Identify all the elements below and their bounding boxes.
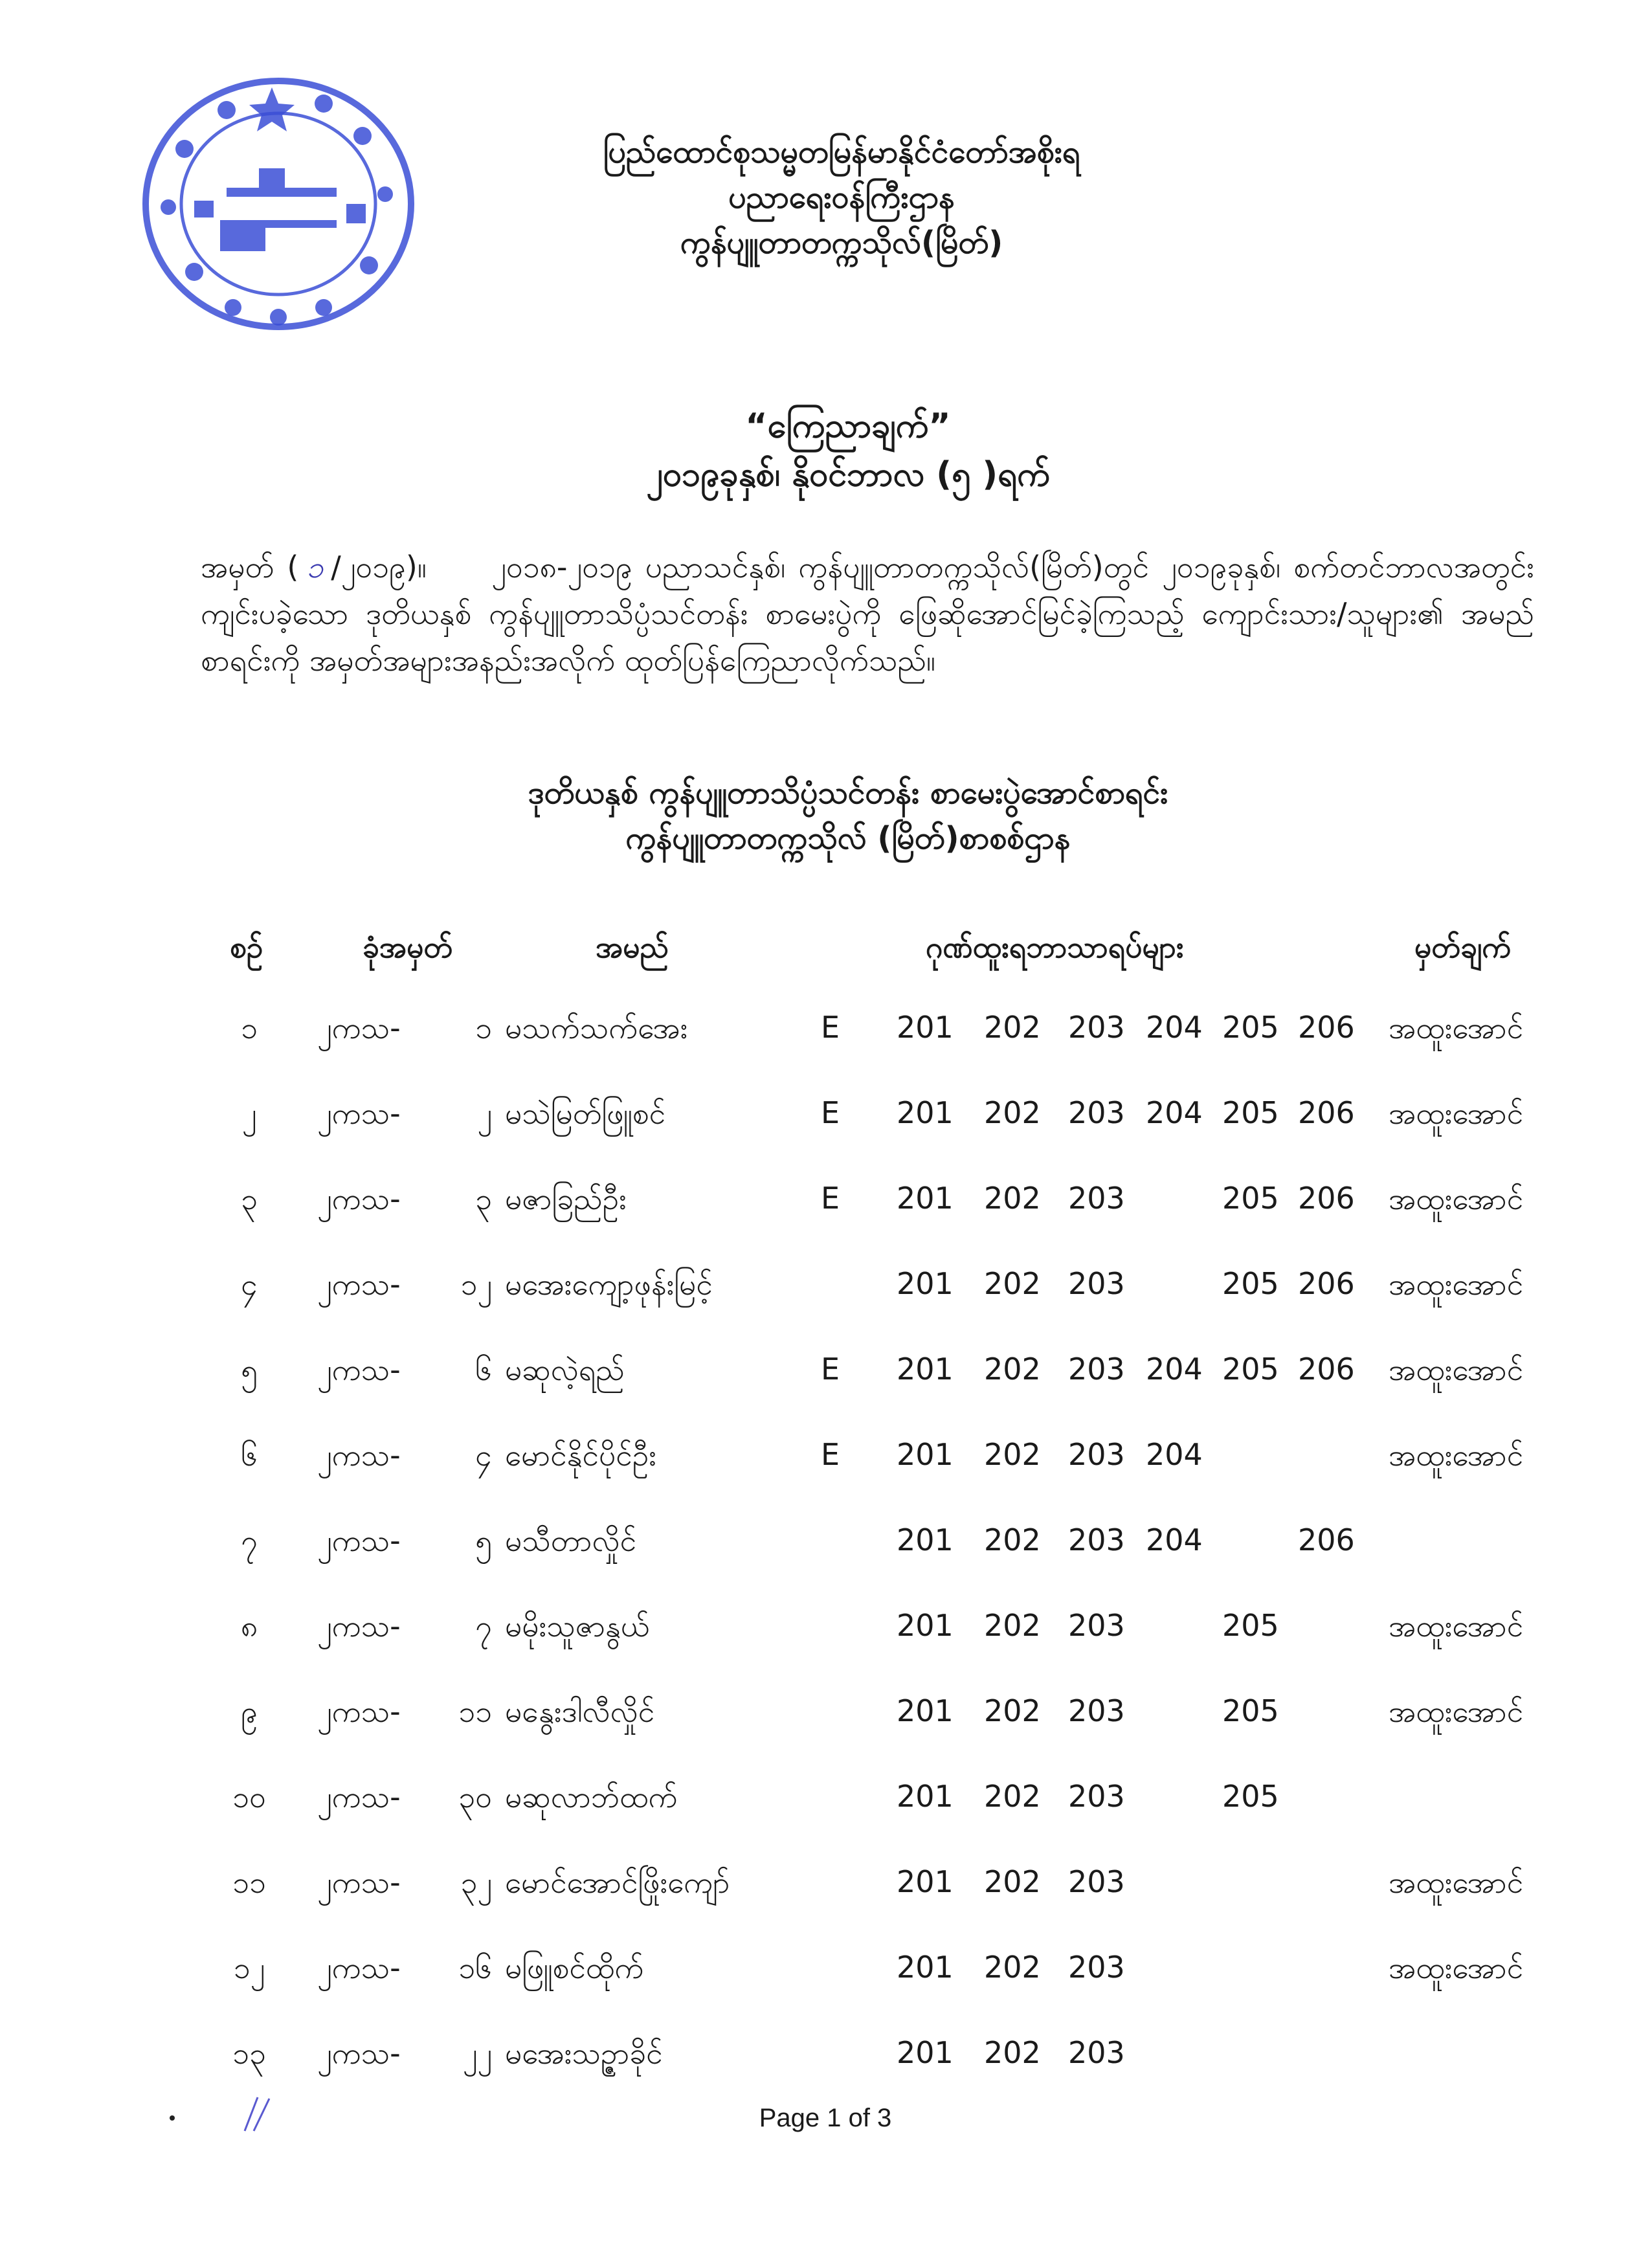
student-name: မအေးသဉ္ဇာခိုင်	[505, 2036, 663, 2071]
reference-number-handwritten: ၁	[306, 550, 324, 585]
subject-203: 203	[1068, 1437, 1125, 1472]
roll-number: ၁	[475, 1010, 492, 1045]
remark: အထူးအောင်	[1389, 1438, 1524, 1473]
subject-204: 204	[1146, 1352, 1203, 1387]
subject-202: 202	[984, 1266, 1041, 1301]
subject-204: 204	[1146, 1010, 1203, 1045]
subject-202: 202	[984, 2035, 1041, 2070]
subject-205: 205	[1222, 1010, 1279, 1045]
header-serial-no: စဉ်	[230, 930, 263, 964]
table-row	[0, 1437, 1652, 1495]
remark: အထူးအောင်	[1389, 1950, 1524, 1985]
subject-203: 203	[1068, 1522, 1125, 1557]
subject-204: 204	[1146, 1437, 1203, 1472]
english-distinction: E	[821, 1095, 840, 1130]
serial-no: ၁	[241, 1010, 258, 1045]
subject-203: 203	[1068, 1864, 1125, 1899]
subject-203: 203	[1068, 1608, 1125, 1643]
subject-202: 202	[984, 1437, 1041, 1472]
student-name: မအေးကျော့ဖုန်းမြင့်	[505, 1267, 713, 1302]
serial-no: ၁၂	[233, 1950, 265, 1985]
roll-number: ၆	[475, 1352, 492, 1387]
handwritten-check-mark	[240, 2091, 278, 2136]
header-distinctions: ဂုဏ်ထူးရဘာသာရပ်များ	[926, 930, 1184, 964]
roll-prefix: ၂ကသ-	[317, 1523, 401, 1558]
roll-prefix: ၂ကသ-	[317, 2036, 401, 2071]
table-row	[0, 1779, 1652, 1837]
government-header: ပြည်ထောင်စုသမ္မတမြန်မာနိုင်ငံတော်အစိုးရ	[603, 134, 1080, 170]
table-row	[0, 1352, 1652, 1410]
subject-206: 206	[1298, 1095, 1355, 1130]
student-name: မမိုးသူဇာနွယ်	[505, 1609, 650, 1644]
roll-number: ၄	[475, 1438, 492, 1473]
ministry-header: ပညာရေးဝန်ကြီးဌာန	[728, 179, 955, 216]
subject-205: 205	[1222, 1779, 1279, 1814]
roll-number: ၁၆	[458, 1950, 492, 1985]
announcement-text: ၂၀၁၈-၂၀၁၉ ပညာသင်နှစ်၊ ကွန်ပျူတာတက္ကသိုလ်(မြိတ်)တွင် ၂၀၁၉ခုနှစ်၊ စက်တင်ဘာလအတွင်း ကျင်းပခဲ့သော ဒုတိယနှစ် ကွန်ပျူတာသိပ္ပံသင်တန်း စာမေးပွဲကို ဖြေဆိုအောင်မြင်ခဲ့ကြသည့် ကျောင်းသား/သူများ၏ အမည်စာရင်းကို အမှတ်အများအနည်းအလိုက် ထုတ်ပြန်ကြေညာလိုက်သည်။	[201, 550, 1534, 678]
subject-202: 202	[984, 1608, 1041, 1643]
student-name: မဆုလာဘ်ထက်	[505, 1779, 678, 1814]
serial-no: ၁၁	[232, 1865, 266, 1900]
subject-202: 202	[984, 1095, 1041, 1130]
announcement-body	[201, 544, 1534, 684]
roll-prefix: ၂ကသ-	[317, 1694, 401, 1729]
subject-201: 201	[897, 1095, 954, 1130]
official-seal-stamp	[123, 58, 440, 350]
remark: အထူးအောင်	[1389, 1267, 1524, 1302]
announcement-title: “ကြေညာချက်”	[745, 407, 951, 445]
roll-prefix: ၂ကသ-	[317, 1609, 401, 1644]
roll-prefix: ၂ကသ-	[317, 1779, 401, 1814]
student-name: မသက်သက်အေး	[505, 1010, 688, 1045]
roll-number: ၁၂	[460, 1267, 492, 1302]
remark: အထူးအောင်	[1389, 1352, 1524, 1387]
subject-202: 202	[984, 1522, 1041, 1557]
serial-no: ၈	[240, 1609, 258, 1644]
subject-201: 201	[897, 1608, 954, 1643]
subject-203: 203	[1068, 2035, 1125, 2070]
subject-201: 201	[897, 1352, 954, 1387]
subject-202: 202	[984, 1950, 1041, 1985]
page-number: Page 1 of 3	[759, 2104, 892, 2132]
subject-203: 203	[1068, 1010, 1125, 1045]
roll-number: ၂၂	[462, 2036, 492, 2071]
student-name: မဖြူစင်ထိုက်	[505, 1950, 644, 1985]
subject-203: 203	[1068, 1779, 1125, 1814]
subject-201: 201	[897, 1437, 954, 1472]
roll-prefix: ၂ကသ-	[317, 1352, 401, 1387]
student-name: မဆုလဲ့ရည်	[505, 1352, 625, 1387]
subject-202: 202	[984, 1181, 1041, 1216]
header-name: အမည်	[596, 930, 669, 964]
student-name: မောင်အောင်ဖြိုးကျော်	[505, 1865, 730, 1900]
subject-203: 203	[1068, 1693, 1125, 1728]
roll-number: ၅	[475, 1523, 492, 1558]
subject-205: 205	[1222, 1693, 1279, 1728]
subject-201: 201	[897, 1693, 954, 1728]
subject-203: 203	[1068, 1266, 1125, 1301]
serial-no: ၂	[241, 1096, 257, 1131]
subject-201: 201	[897, 1522, 954, 1557]
header-roll-no: ခုံအမှတ်	[363, 930, 453, 964]
header-remark: မှတ်ချက်	[1414, 930, 1512, 964]
roll-prefix: ၂ကသ-	[317, 1181, 401, 1216]
roll-prefix: ၂ကသ-	[317, 1267, 401, 1302]
subject-202: 202	[984, 1864, 1041, 1899]
subject-201: 201	[897, 1266, 954, 1301]
roll-prefix: ၂ကသ-	[317, 1865, 401, 1900]
subject-201: 201	[897, 1864, 954, 1899]
subject-201: 201	[897, 1010, 954, 1045]
subject-203: 203	[1068, 1181, 1125, 1216]
table-row	[0, 2035, 1652, 2093]
table-row	[0, 1266, 1652, 1324]
announcement-date: ၂၀၁၉ခုနှစ်၊ နိုဝင်ဘာလ (၅ )ရက်	[646, 455, 1050, 494]
reference-prefix: အမှတ် (	[201, 550, 299, 585]
table-row	[0, 1608, 1652, 1666]
roll-number: ၃၀	[458, 1779, 492, 1814]
subject-206: 206	[1298, 1010, 1355, 1045]
roll-number: ၃	[475, 1181, 492, 1216]
student-name: မဇာခြည်ဦး	[505, 1181, 627, 1216]
subject-205: 205	[1222, 1095, 1279, 1130]
english-distinction: E	[821, 1010, 840, 1045]
subject-204: 204	[1146, 1095, 1203, 1130]
roll-number: ၇	[475, 1609, 492, 1644]
university-header: ကွန်ပျူတာတက္ကသိုလ်(မြိတ်)	[680, 225, 1003, 261]
serial-no: ၄	[241, 1267, 258, 1302]
serial-no: ၆	[241, 1438, 258, 1473]
subject-201: 201	[897, 1181, 954, 1216]
table-row	[0, 1950, 1652, 2008]
serial-no: ၁၀	[232, 1779, 266, 1814]
serial-no: ၅	[241, 1352, 258, 1387]
serial-no: ၇	[241, 1523, 258, 1558]
roll-prefix: ၂ကသ-	[317, 1950, 401, 1985]
serial-no: ၁၃	[232, 2036, 266, 2071]
subject-201: 201	[897, 1779, 954, 1814]
table-row	[0, 1693, 1652, 1752]
remark: အထူးအောင်	[1389, 1694, 1524, 1729]
subject-206: 206	[1298, 1352, 1355, 1387]
table-row	[0, 1522, 1652, 1581]
subject-202: 202	[984, 1352, 1041, 1387]
list-department: ကွန်ပျူတာတက္ကသိုလ် (မြိတ်)စာစစ်ဌာန	[625, 820, 1071, 856]
subject-203: 203	[1068, 1950, 1125, 1985]
student-name: မသဲမြတ်ဖြူစင်	[505, 1096, 666, 1131]
subject-202: 202	[984, 1010, 1041, 1045]
subject-206: 206	[1298, 1266, 1355, 1301]
subject-205: 205	[1222, 1352, 1279, 1387]
roll-number: ၃၂	[460, 1865, 492, 1900]
serial-no: ၃	[241, 1181, 258, 1216]
list-title: ဒုတိယနှစ် ကွန်ပျူတာသိပ္ပံသင်တန်း စာမေးပွဲအောင်စာရင်း	[528, 775, 1168, 811]
english-distinction: E	[821, 1181, 840, 1216]
table-row	[0, 1095, 1652, 1154]
subject-203: 203	[1068, 1095, 1125, 1130]
subject-201: 201	[897, 2035, 954, 2070]
subject-202: 202	[984, 1693, 1041, 1728]
table-row	[0, 1181, 1652, 1239]
student-name: မောင်နိုင်ပိုင်ဦး	[505, 1438, 656, 1473]
student-name: မနွေးဒါလီလှိုင်	[505, 1694, 655, 1729]
subject-206: 206	[1298, 1522, 1355, 1557]
subject-206: 206	[1298, 1181, 1355, 1216]
remark: အထူးအောင်	[1389, 1010, 1524, 1045]
roll-number: ၁၁	[458, 1694, 492, 1729]
english-distinction: E	[821, 1437, 840, 1472]
subject-205: 205	[1222, 1608, 1279, 1643]
serial-no: ၉	[241, 1694, 258, 1729]
remark: အထူးအောင်	[1389, 1096, 1524, 1131]
english-distinction: E	[821, 1352, 840, 1387]
table-row	[0, 1010, 1652, 1068]
table-row	[0, 1864, 1652, 1923]
roll-prefix: ၂ကသ-	[317, 1096, 401, 1131]
remark: အထူးအောင်	[1389, 1865, 1524, 1900]
subject-205: 205	[1222, 1266, 1279, 1301]
subject-204: 204	[1146, 1522, 1203, 1557]
roll-prefix: ၂ကသ-	[317, 1010, 401, 1045]
reference-suffix: /၂၀၁၉)။	[331, 550, 427, 585]
remark: အထူးအောင်	[1389, 1609, 1524, 1644]
subject-205: 205	[1222, 1181, 1279, 1216]
roll-prefix: ၂ကသ-	[317, 1438, 401, 1473]
roll-number: ၂	[477, 1096, 492, 1131]
subject-203: 203	[1068, 1352, 1125, 1387]
subject-201: 201	[897, 1950, 954, 1985]
subject-202: 202	[984, 1779, 1041, 1814]
remark: အထူးအောင်	[1389, 1181, 1524, 1216]
ink-dot	[170, 2115, 175, 2121]
student-name: မသီတာလှိုင်	[505, 1523, 637, 1558]
